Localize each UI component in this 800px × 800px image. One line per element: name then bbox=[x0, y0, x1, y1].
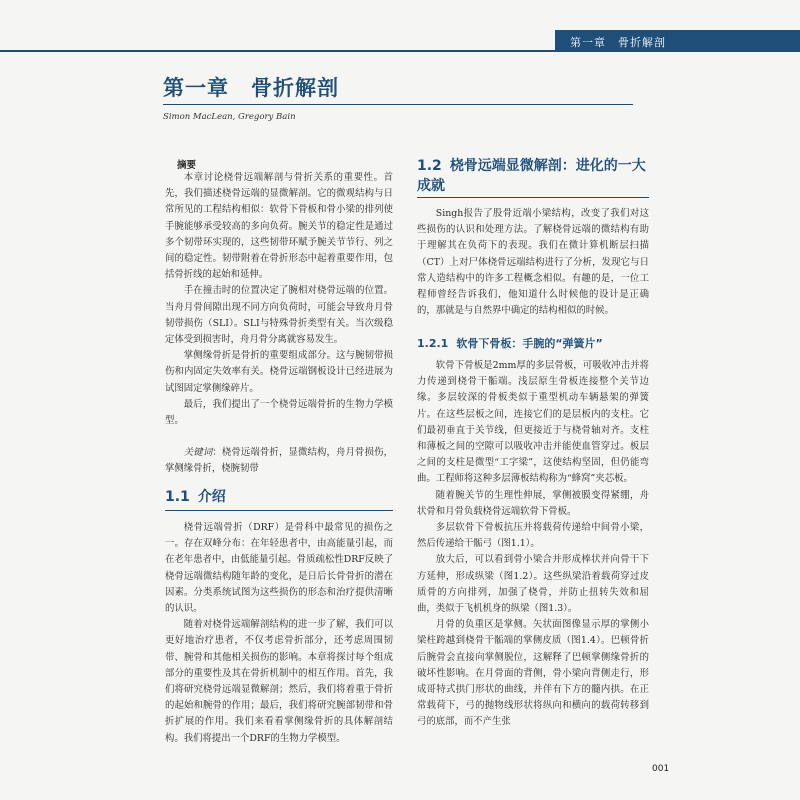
abstract-paragraph: 手在撞击时的位置决定了腕相对桡骨远端的位置。当舟月骨间隙出现不同方向负荷时，可能会导致舟月骨韧带损伤（SLI）。SLI与特殊骨折类型有关。当次级稳定体受到损害时，舟月骨分离就容易发生。 bbox=[165, 285, 393, 346]
section-rule bbox=[417, 197, 649, 198]
section-title: 介绍 bbox=[197, 489, 226, 505]
page-number: 001 bbox=[652, 764, 670, 774]
keywords-label: 关键词 bbox=[183, 447, 213, 459]
subsection-title: 软骨下骨板：手腕的“弹簧片” bbox=[456, 337, 603, 350]
body-paragraph: 随着对桡骨远端解剖结构的进一步了解，我们可以更好地治疗患者，不仅考虑骨折部分，还考虑周围韧带、腕骨和其他相关损伤的影响。本章将探讨每个组成部分的重要性及其在骨折机制中的相互作用。首先，我们将研究桡骨远端显微解剖；然后，我们将着重于骨折的起始和腕骨的作用；最后，我们将研究腕部韧带和骨折扩展的作用。我们来看看掌侧缘骨折的具体解剖结构。我们将提出一个DRF的生物力学模型。 bbox=[165, 619, 393, 744]
chapter-authors: Simon MacLean, Gregory Bain bbox=[163, 112, 296, 122]
body-paragraph: Singh报告了股骨近端小梁结构，改变了我们对这些损伤的认识和处理方法。了解桡骨远端的微结构有助于理解其在负荷下的表现。我们在微计算机断层扫描（CT）上对尸体桡骨远端结构进行了分析，发现它与日常人造结构中的许多工程概念相似。有趣的是，一位工程师曾经告诉我们，他知道什么时候他的设计是正确的，那就是与自然界中确定的结构相似的时候。 bbox=[417, 208, 649, 317]
section-number: 1.2 bbox=[417, 158, 442, 174]
keywords-text: ：桡骨远端骨折，显微结构，舟月骨损伤，掌侧缘骨折，桡腕韧带 bbox=[165, 447, 393, 475]
body-paragraph: 桡骨远端骨折（DRF）是骨科中最常见的损伤之一。存在双峰分布：在年轻患者中，由高能量引起，而在老年患者中，由低能量引起。骨质疏松性DRF反映了桡骨远端微结构随年龄的变化，是日后长骨骨折的潜在因素。分类系统试图为这些损伤的形态和治疗提供清晰的认识。 bbox=[165, 522, 393, 615]
section-1-2-1-body bbox=[417, 358, 649, 731]
body-paragraph: 月骨的负重区是掌侧。矢状面图像显示厚的掌侧小梁柱跨越到桡骨干骺端的掌侧皮质（图1.4）。巴顿骨折后腕骨会直接向掌侧脱位，这解释了巴顿掌侧缘骨折的破坏性影响。在月骨面的背侧，骨小梁向背侧走行，形成哥特式拱门形状的曲线，并伴有下方的髓内拱。在正常载荷下，弓的抛物线形状将纵向和横向的载荷转移到弓的底部，而不产生张 bbox=[417, 619, 649, 728]
subsection-number: 1.2.1 bbox=[417, 337, 449, 350]
subsection-heading-1-2-1 bbox=[417, 336, 603, 352]
abstract-paragraph: 掌侧缘骨折是骨折的重要组成部分。这与腕韧带损伤和内固定失效率有关。桡骨远端钢板设计已经进展为试图固定掌侧缘碎片。 bbox=[165, 350, 393, 394]
body-paragraph: 多层软骨下骨板抗压并将载荷传递给中间骨小梁，然后传递给干骺弓（图1.1）。 bbox=[417, 522, 649, 550]
section-heading-1-2 bbox=[417, 156, 649, 196]
section-heading-1-1 bbox=[165, 487, 226, 507]
abstract-heading: 摘要 bbox=[177, 160, 197, 171]
running-title: 第一章 骨折解剖 bbox=[570, 36, 666, 49]
section-1-1-body bbox=[165, 520, 393, 747]
chapter-title-rule bbox=[163, 104, 633, 105]
abstract-paragraph: 本章讨论桡骨远端解剖与骨折关系的重要性。首先，我们描述桡骨远端的显微解剖。它的微观结构与日常所见的工程结构相似：软骨下骨板和骨小梁的排列使手腕能够承受较高的多向负荷。腕关节的稳定性是通过多个韧带环实现的，这些韧带环赋予腕关节节行、列之间的稳定性。韧带附着在骨折形态中起着重要作用，包括骨折线的起始和延伸。 bbox=[165, 172, 393, 281]
running-header bbox=[0, 30, 800, 52]
abstract-paragraph: 最后，我们提出了一个桡骨远端骨折的生物力学模型。 bbox=[165, 398, 393, 427]
body-paragraph: 放大后，可以看到骨小梁合并形成棒状并向骨干下方延伸，形成纵梁（图1.2）。这些纵梁沿着载荷穿过皮质骨的方向排列，加强了桡骨，并防止扭转失效和屈曲，类似于飞机机身的纵梁（图1.3）。 bbox=[417, 554, 649, 615]
keywords bbox=[165, 445, 393, 477]
section-1-2-body bbox=[417, 206, 649, 319]
abstract-body bbox=[165, 170, 393, 478]
body-paragraph: 随着腕关节的生理性伸展，掌侧被膜变得紧绷，舟状骨和月骨负载桡骨远端软骨下骨板。 bbox=[417, 489, 649, 517]
section-title: 桡骨远端显微解剖：进化的一大成就 bbox=[417, 158, 646, 194]
body-paragraph: 软骨下骨板是2mm厚的多层骨板，可吸收冲击并将力传递到桡骨干骺端。浅层原生骨板连接整个关节边缘。多层较深的骨板类似于重型机动车辆悬架的弹簧片。在这些层板之间，连接它们的是层板内的支柱。它们最初垂直于关节线，但更接近于与桡骨轴对齐。支柱和薄板之间的空隙可以吸收冲击并能使血管穿过。板层之间的支柱是微型“工字梁”，这使结构坚固，但仍能弯曲。工程师将这种多层薄板结构称为“蜂窝”夹芯板。 bbox=[417, 360, 649, 485]
chapter-title: 第一章 骨折解剖 bbox=[163, 76, 339, 100]
section-number: 1.1 bbox=[165, 489, 190, 505]
section-rule bbox=[165, 510, 393, 511]
